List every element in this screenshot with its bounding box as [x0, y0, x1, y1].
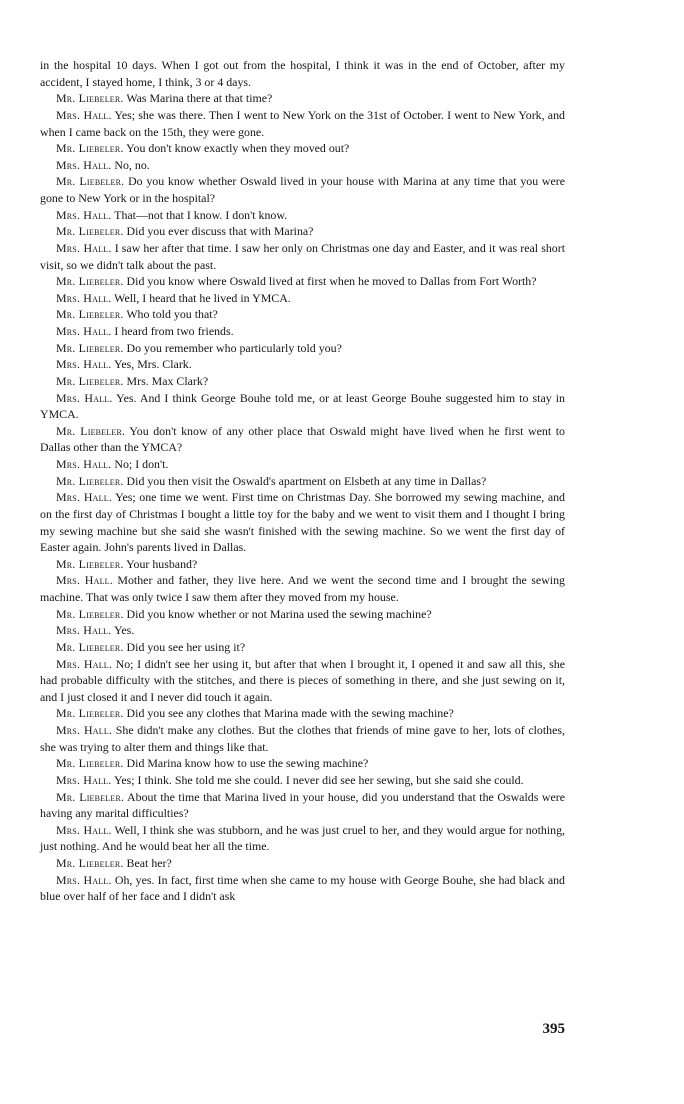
- speech-text: I heard from two friends.: [111, 324, 234, 338]
- speaker-label: Mrs. Hall.: [56, 573, 113, 588]
- speech-text: Did Marina know how to use the sewing machine?: [123, 756, 369, 771]
- speech-text: You don't know of any other place that Oswald might have lived when he first went to Dallas other than the YMCA?: [40, 423, 566, 455]
- speaker-label: Mr. Liebeler.: [56, 639, 124, 654]
- transcript-page: [40, 57, 565, 905]
- speaker-label: Mrs. Hall.: [56, 457, 112, 471]
- speaker-label: Mr. Liebeler.: [56, 224, 124, 239]
- speech-text: Did you then visit the Oswald's apartment on Elsbeth at any time in Dallas?: [123, 473, 487, 488]
- testimony-paragraph: [40, 173, 565, 206]
- speaker-label: Mrs. Hall.: [56, 157, 112, 172]
- speech-text: No; I didn't see her using it, but after that when I brought it, I opened it and saw all this, she had probable difficulty with the stitches, and there is pieces of something in there, and she just sewing on it, and I just closed it and I never did touch it again.: [40, 656, 565, 704]
- speech-text: About the time that Marina lived in your house, did you understand that the Oswalds were having any marital difficulties?: [40, 789, 565, 821]
- speech-text: Beat her?: [123, 856, 172, 870]
- speaker-label: Mrs. Hall.: [56, 357, 112, 372]
- testimony-paragraph: [40, 306, 565, 323]
- speaker-label: Mrs. Hall.: [56, 822, 112, 837]
- testimony-paragraph: [40, 622, 565, 639]
- speaker-label: Mr. Liebeler.: [56, 307, 124, 322]
- speech-text: Oh, yes. In fact, first time when she came to my house with George Bouhe, she had black and blue over half of her face and I didn't ask: [40, 872, 565, 904]
- page-number: 395: [542, 1021, 565, 1037]
- testimony-paragraph: [40, 373, 565, 390]
- speaker-label: Mr. Liebeler.: [56, 606, 124, 621]
- speech-text: Did you know where Oswald lived at first when he moved to Dallas from Fort Worth?: [123, 274, 537, 289]
- speech-text: Yes; one time we went. First time on Christmas Day. She borrowed my sewing machine, and on the first day of Christmas I bought a little toy for the baby and we went to visit them and I thought I bring my sewing machine but she said she wasn't finished with the sewing machine. So we went the first day of Easter again. John's parents lived in Dallas.: [40, 490, 565, 555]
- speech-text: That—not that I know. I don't know.: [111, 207, 288, 222]
- speech-text: You don't know exactly when they moved out?: [123, 141, 350, 156]
- speaker-label: Mrs. Hall.: [56, 240, 112, 255]
- speech-text: Did you see her using it?: [123, 639, 246, 654]
- speech-text: Was Marina there at that time?: [123, 91, 273, 106]
- speaker-label: Mrs. Hall.: [56, 772, 112, 787]
- speaker-label: Mr. Liebeler.: [56, 789, 125, 804]
- speech-text: Did you know whether or not Marina used the sewing machine?: [123, 606, 432, 621]
- testimony-paragraph: [40, 90, 565, 107]
- speaker-label: Mr. Liebeler.: [56, 274, 124, 289]
- speech-text: Yes. And I think George Bouhe told me, or at least George Bouhe suggested him to stay in YMCA.: [40, 390, 565, 422]
- testimony-paragraph: [40, 755, 565, 772]
- testimony-paragraph: [40, 390, 565, 423]
- speech-text: Mrs. Max Clark?: [123, 373, 209, 388]
- testimony-paragraph: [40, 456, 565, 473]
- speaker-label: Mr. Liebeler.: [56, 756, 124, 771]
- speaker-label: Mr. Liebeler.: [56, 340, 124, 355]
- speaker-label: Mr. Liebeler.: [56, 706, 124, 721]
- testimony-paragraph: [40, 107, 565, 140]
- testimony-paragraph: [40, 423, 565, 456]
- speaker-label: Mrs. Hall.: [56, 107, 112, 122]
- testimony-paragraph: [40, 656, 565, 706]
- speaker-label: Mr. Liebeler.: [56, 373, 124, 388]
- testimony-paragraph: [40, 356, 565, 373]
- speech-text: Your husband?: [123, 556, 198, 571]
- speech-text: No, no.: [111, 157, 150, 172]
- testimony-paragraph: [40, 140, 565, 157]
- speech-text: Well, I heard that he lived in YMCA.: [111, 290, 291, 305]
- speaker-label: Mrs. Hall.: [56, 290, 112, 305]
- testimony-paragraph: [40, 207, 565, 224]
- testimony-paragraph: [40, 473, 565, 490]
- speech-text: Yes; she was there. Then I went to New York on the 31st of October. I went to New York, and when I came back on the 15th, they were gone.: [40, 107, 565, 139]
- testimony-paragraph: [40, 705, 565, 722]
- testimony-paragraph: [40, 639, 565, 656]
- speaker-label: Mr. Liebeler.: [56, 856, 124, 870]
- speech-text: Did you ever discuss that with Marina?: [123, 224, 314, 239]
- speech-text: She didn't make any clothes. But the clothes that friends of mine gave to her, lots of clothes, she was trying to alter them and things like that.: [40, 723, 565, 754]
- speech-text: Yes; I think. She told me she could. I never did see her sewing, but she said she could.: [111, 772, 524, 787]
- speaker-label: Mrs. Hall.: [56, 490, 112, 505]
- speaker-label: Mr. Liebeler.: [56, 91, 124, 106]
- testimony-paragraph: [40, 489, 565, 556]
- opening-paragraph: in the hospital 10 days. When I got out from the hospital, I think it was in the end of October, after my accident, I stayed home, I think, 3 or 4 days.: [40, 58, 565, 89]
- speaker-label: Mrs. Hall.: [56, 324, 112, 338]
- testimony-paragraph: [40, 789, 565, 822]
- testimony-paragraph: [40, 872, 565, 905]
- speech-text: Well, I think she was stubborn, and he was just cruel to her, and they would argue for nothing, just nothing. And he would beat her all the time.: [40, 822, 565, 854]
- speaker-label: Mrs. Hall.: [56, 656, 113, 671]
- testimony-paragraph: [40, 822, 565, 855]
- testimony-paragraph: [40, 157, 565, 174]
- speech-text: Who told you that?: [123, 307, 218, 322]
- testimony-paragraph: [40, 772, 565, 789]
- speech-text: Yes, Mrs. Clark.: [111, 357, 192, 372]
- speech-text: Yes.: [111, 623, 135, 638]
- speaker-label: Mrs. Hall.: [56, 390, 113, 405]
- speech-text: Did you see any clothes that Marina made with the sewing machine?: [123, 706, 454, 721]
- speaker-label: Mrs. Hall.: [56, 872, 112, 887]
- speaker-label: Mrs. Hall.: [56, 723, 113, 737]
- testimony-exchanges: [40, 90, 565, 905]
- testimony-paragraph: [40, 340, 565, 357]
- testimony-paragraph: [40, 606, 565, 623]
- testimony-paragraph: [40, 240, 565, 273]
- speech-text: I saw her after that time. I saw her only on Christmas one day and Easter, and it was real short visit, so we didn't talk about the past.: [40, 240, 565, 272]
- speech-text: Mother and father, they live here. And we went the second time and I brought the sewing machine. That was only twice I saw them after they moved from my house.: [40, 573, 565, 604]
- speaker-label: Mr. Liebeler.: [56, 556, 124, 571]
- testimony-paragraph: [40, 572, 565, 605]
- speech-text: Do you remember who particularly told you?: [123, 340, 342, 355]
- testimony-paragraph: [40, 273, 565, 290]
- speaker-label: Mrs. Hall.: [56, 623, 112, 638]
- testimony-paragraph: [40, 556, 565, 573]
- speaker-label: Mr. Liebeler.: [56, 423, 126, 438]
- speech-text: Do you know whether Oswald lived in your house with Marina at any time that you were gone to New York or in the hospital?: [40, 174, 565, 205]
- testimony-paragraph: [40, 290, 565, 307]
- speaker-label: Mrs. Hall.: [56, 207, 112, 222]
- speaker-label: Mr. Liebeler.: [56, 473, 124, 488]
- speaker-label: Mr. Liebeler.: [56, 174, 125, 189]
- speech-text: No; I don't.: [111, 457, 169, 471]
- testimony-paragraph: [40, 722, 565, 755]
- speaker-label: Mr. Liebeler.: [56, 141, 124, 156]
- testimony-paragraph: [40, 855, 565, 872]
- testimony-paragraph: [40, 223, 565, 240]
- testimony-paragraph: [40, 323, 565, 340]
